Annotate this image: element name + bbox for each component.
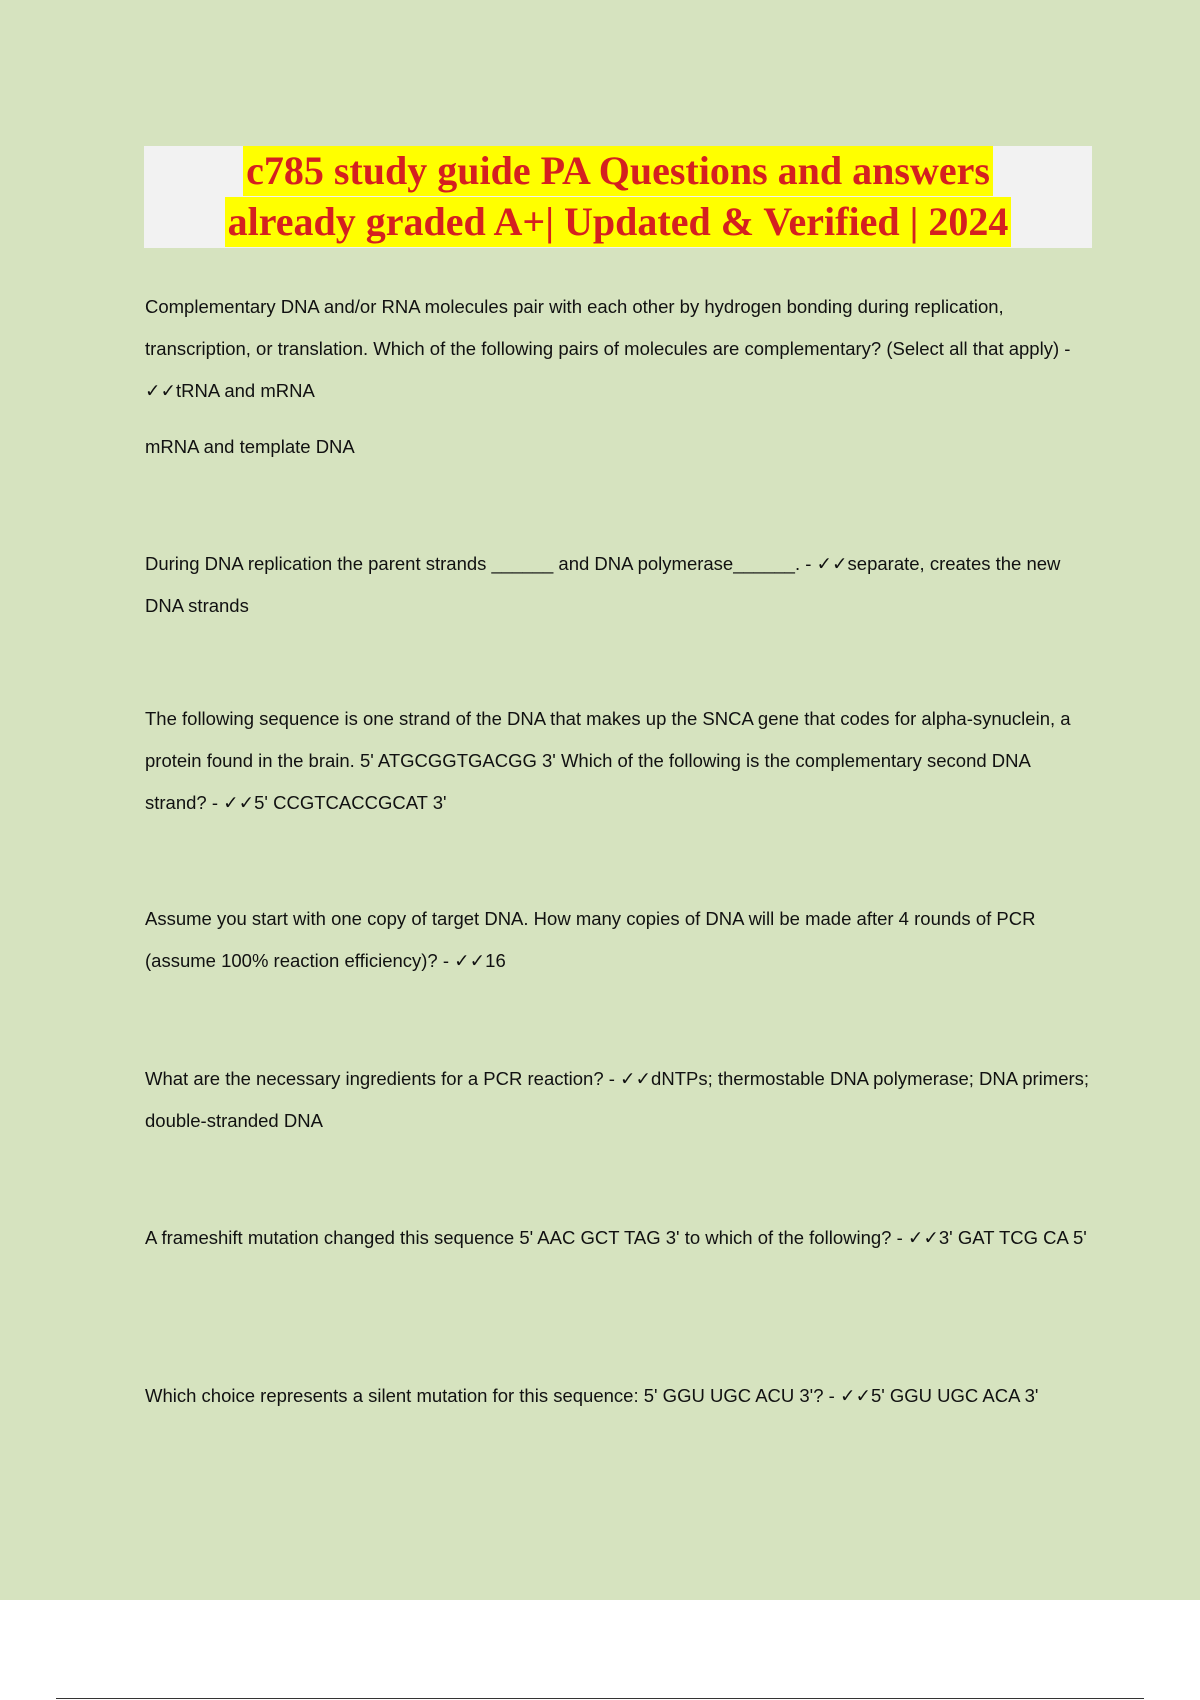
title-banner xyxy=(144,146,1092,248)
qa-item-1-extra: mRNA and template DNA xyxy=(145,436,355,457)
qa-item-3: The following sequence is one strand of the DNA that makes up the SNCA gene that codes for alpha-synuclein, a protein found in the brain. 5' ATGCGGTGACGG 3' Which of the following is the complementary second DNA strand? - ✓✓5' CCGTCACCGCAT 3' xyxy=(145,708,1071,813)
qa-item-1: Complementary DNA and/or RNA molecules pair with each other by hydrogen bonding during replication, transcription, or translation. Which of the following pairs of molecules are complementary? (Select all that apply) - ✓✓tRNA and mRNA xyxy=(145,296,1071,401)
title-line-1: c785 study guide PA Questions and answers xyxy=(243,146,993,196)
qa-item-5: What are the necessary ingredients for a PCR reaction? - ✓✓dNTPs; thermostable DNA polymerase; DNA primers; double-stranded DNA xyxy=(145,1068,1090,1131)
qa-item-7: Which choice represents a silent mutation for this sequence: 5' GGU UGC ACU 3'? - ✓✓5' GGU UGC ACA 3' xyxy=(145,1385,1039,1406)
qa-item-6: A frameshift mutation changed this sequence 5' AAC GCT TAG 3' to which of the following? - ✓✓3' GAT TCG CA 5' xyxy=(145,1227,1087,1248)
qa-item-2: During DNA replication the parent strands ______ and DNA polymerase______. - ✓✓separate, creates the new DNA strands xyxy=(145,553,1061,616)
title-line-2: already graded A+| Updated & Verified | 2024 xyxy=(225,197,1012,247)
qa-item-4: Assume you start with one copy of target DNA. How many copies of DNA will be made after 4 rounds of PCR (assume 100% reaction efficiency)? - ✓✓16 xyxy=(145,908,1036,971)
footer-divider xyxy=(56,1698,1144,1699)
